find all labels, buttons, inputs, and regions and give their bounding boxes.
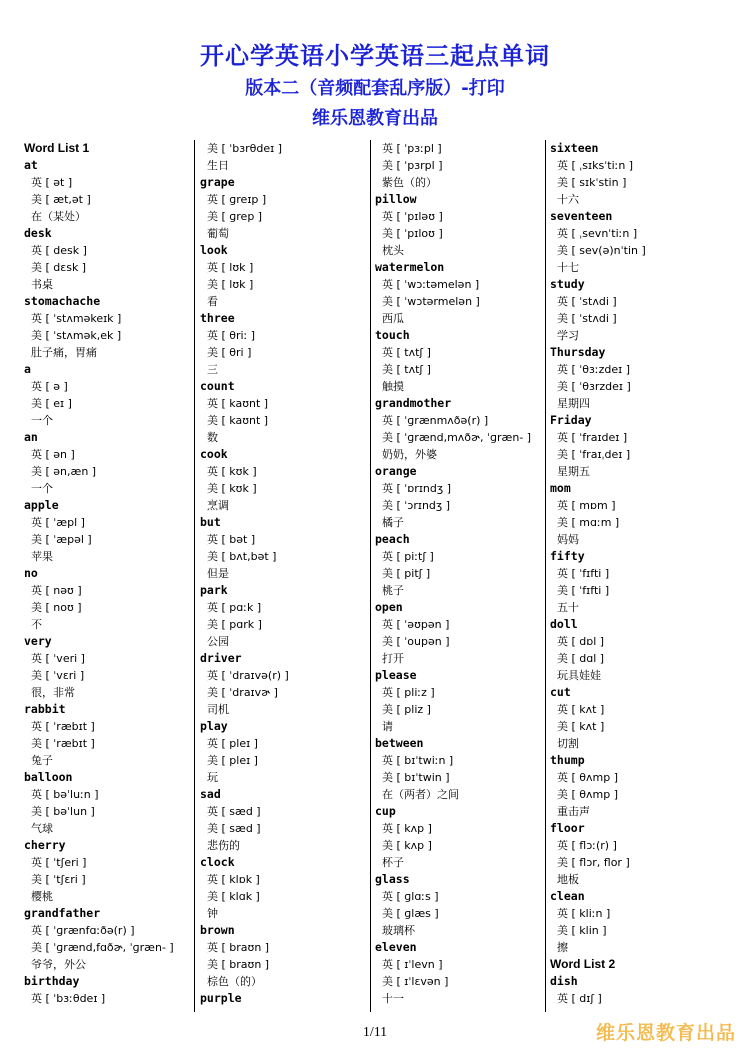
uk-phonetic: 英 [ ˈfraɪdeɪ ]	[557, 431, 628, 444]
chinese-meaning: 三	[207, 363, 218, 376]
chinese-meaning: 桃子	[382, 584, 404, 597]
vocab-word: pillow	[375, 192, 417, 206]
us-phonetic: 美 [ kʊk ]	[207, 482, 257, 495]
uk-phonetic: 英 [ ˈdraɪvə(r) ]	[207, 669, 289, 682]
us-phonetic: 美 [ θri ]	[207, 346, 252, 359]
chinese-meaning: 请	[382, 720, 393, 733]
us-phonetic: 美 [ sev(ə)nˈtin ]	[557, 244, 646, 257]
us-phonetic: 美 [ ˈpɪloʊ ]	[382, 227, 443, 240]
uk-phonetic: 英 [ bɪˈtwiːn ]	[382, 754, 454, 767]
uk-phonetic: 英 [ kʊk ]	[207, 465, 257, 478]
vocab-word: apple	[24, 498, 59, 512]
uk-phonetic: 英 [ pliːz ]	[382, 686, 435, 699]
uk-phonetic: 英 [ piːtʃ ]	[382, 550, 434, 563]
chinese-meaning: 重击声	[557, 805, 590, 818]
vocab-word: open	[375, 600, 403, 614]
vocab-word: clean	[550, 889, 585, 903]
us-phonetic: 美 [ ˈæpəl ]	[31, 533, 92, 546]
us-phonetic: 美 [ eɪ ]	[31, 397, 72, 410]
publisher-name: 维乐恩教育出品	[312, 108, 438, 129]
vocab-word: very	[24, 634, 52, 648]
us-phonetic: 美 [ sæd ]	[207, 822, 261, 835]
vocab-word: cook	[200, 447, 228, 461]
uk-phonetic: 英 [ ˈpɪləʊ ]	[382, 210, 443, 223]
us-phonetic: 美 [ noʊ ]	[31, 601, 82, 614]
uk-phonetic: 英 [ ˈɡrænfɑːðə(r) ]	[31, 924, 135, 937]
vocab-word: between	[375, 736, 424, 750]
us-phonetic: 美 [ ˈfɪfti ]	[557, 584, 610, 597]
uk-phonetic: 英 [ ˌsɪksˈtiːn ]	[557, 159, 634, 172]
uk-phonetic: 英 [ ˈθɜːzdeɪ ]	[557, 363, 630, 376]
us-phonetic: 美 [ pleɪ ]	[207, 754, 258, 767]
uk-phonetic: 英 [ ˈpɜːpl ]	[382, 142, 442, 155]
vocab-word: look	[200, 243, 228, 257]
uk-phonetic: 英 [ θriː ]	[207, 329, 256, 342]
uk-phonetic: 英 [ ə ]	[31, 380, 68, 393]
vocab-word: Thursday	[550, 345, 606, 359]
vocab-word: seventeen	[550, 209, 613, 223]
chinese-meaning: 一个	[31, 414, 53, 427]
uk-phonetic: 英 [ pleɪ ]	[207, 737, 258, 750]
us-phonetic: 美 [ pɑrk ]	[207, 618, 262, 631]
uk-phonetic: 英 [ kliːn ]	[557, 907, 611, 920]
us-phonetic: 美 [ bəˈlun ]	[31, 805, 95, 818]
uk-phonetic: 英 [ θʌmp ]	[557, 771, 619, 784]
us-phonetic: 美 [ ɡrep ]	[207, 210, 263, 223]
vocab-word: clock	[200, 855, 235, 869]
vocab-word: rabbit	[24, 702, 66, 716]
chinese-meaning: 地板	[557, 873, 579, 886]
us-phonetic: 美 [ ˈdraɪvɚ ]	[207, 686, 278, 699]
chinese-meaning: 爷爷，外公	[31, 958, 86, 971]
vocab-word: count	[200, 379, 235, 393]
vocab-word: purple	[200, 991, 242, 1005]
uk-phonetic: 英 [ dɪʃ ]	[557, 992, 602, 1005]
uk-phonetic: 英 [ ət ]	[31, 176, 73, 189]
vocab-word: brown	[200, 923, 235, 937]
vocab-word: a	[24, 362, 31, 376]
word-column-2	[200, 140, 368, 1012]
uk-phonetic: 英 [ ˈstʌməkeɪk ]	[31, 312, 122, 325]
word-list-title: Word List 2	[550, 957, 616, 971]
chinese-meaning: 紫色（的）	[382, 176, 437, 189]
us-phonetic: 美 [ sɪkˈstin ]	[557, 176, 627, 189]
vocab-word: thump	[550, 753, 585, 767]
chinese-meaning: 很，非常	[31, 686, 75, 699]
chinese-meaning: 玩	[207, 771, 218, 784]
document-title: 开心学英语小学英语三起点单词	[200, 42, 550, 70]
word-column-4	[550, 140, 725, 1012]
chinese-meaning: 棕色（的）	[207, 975, 262, 988]
word-column-3	[375, 140, 543, 1012]
us-phonetic: 美 [ ɡlæs ]	[382, 907, 439, 920]
vocab-word: peach	[375, 532, 410, 546]
us-phonetic: 美 [ dɛsk ]	[31, 261, 87, 274]
uk-phonetic: 英 [ bəˈluːn ]	[31, 788, 99, 801]
us-phonetic: 美 [ ˈɡrænd,fɑðɚ, ˈɡræn- ]	[31, 941, 174, 954]
chinese-meaning: 悲伤的	[207, 839, 240, 852]
us-phonetic: 美 [ ən,æn ]	[31, 465, 97, 478]
uk-phonetic: 英 [ ˈveri ]	[31, 652, 85, 665]
vocab-word: sixteen	[550, 141, 599, 155]
vocab-word: birthday	[24, 974, 80, 988]
vocab-word: park	[200, 583, 228, 597]
chinese-meaning: 五十	[557, 601, 579, 614]
chinese-meaning: 兔子	[31, 754, 53, 767]
chinese-meaning: 生日	[207, 159, 229, 172]
chinese-meaning: 苹果	[31, 550, 53, 563]
us-phonetic: 美 [ mɑːm ]	[557, 516, 620, 529]
chinese-meaning: 看	[207, 295, 218, 308]
vocab-word: orange	[375, 464, 417, 478]
uk-phonetic: 英 [ ˈtʃeri ]	[31, 856, 87, 869]
vocab-word: grandfather	[24, 906, 101, 920]
vocab-word: but	[200, 515, 221, 529]
uk-phonetic: 英 [ kaʊnt ]	[207, 397, 269, 410]
us-phonetic: 美 [ ˈstʌdi ]	[557, 312, 617, 325]
vocab-word: study	[550, 277, 585, 291]
uk-phonetic: 英 [ ɪˈlevn ]	[382, 958, 443, 971]
uk-phonetic: 英 [ ˈɒrɪndʒ ]	[382, 482, 451, 495]
uk-phonetic: 英 [ ˈræbɪt ]	[31, 720, 95, 733]
us-phonetic: 美 [ æt,ət ]	[31, 193, 91, 206]
vocab-word: watermelon	[375, 260, 445, 274]
uk-phonetic: 英 [ tʌtʃ ]	[382, 346, 431, 359]
vocab-word: no	[24, 566, 38, 580]
us-phonetic: 美 [ klin ]	[557, 924, 607, 937]
us-phonetic: 美 [ ˈræbɪt ]	[31, 737, 95, 750]
vocab-word: desk	[24, 226, 52, 240]
uk-phonetic: 英 [ ən ]	[31, 448, 75, 461]
uk-phonetic: 英 [ pɑːk ]	[207, 601, 262, 614]
vocab-word: an	[24, 430, 38, 444]
vocab-word: Friday	[550, 413, 592, 427]
chinese-meaning: 不	[31, 618, 42, 631]
us-phonetic: 美 [ pitʃ ]	[382, 567, 431, 580]
vocab-word: grape	[200, 175, 235, 189]
us-phonetic: 美 [ ˈpɜrpl ]	[382, 159, 443, 172]
uk-phonetic: 英 [ ˈstʌdi ]	[557, 295, 617, 308]
uk-phonetic: 英 [ desk ]	[31, 244, 87, 257]
uk-phonetic: 英 [ kʌp ]	[382, 822, 432, 835]
uk-phonetic: 英 [ sæd ]	[207, 805, 261, 818]
us-phonetic: 美 [ dɑl ]	[557, 652, 605, 665]
vocab-word: eleven	[375, 940, 417, 954]
us-phonetic: 美 [ kaʊnt ]	[207, 414, 269, 427]
uk-phonetic: 英 [ ɡreɪp ]	[207, 193, 267, 206]
chinese-meaning: 肚子痛，胃痛	[31, 346, 97, 359]
vocab-word: three	[200, 311, 235, 325]
chinese-meaning: 西瓜	[382, 312, 404, 325]
us-phonetic: 美 [ ɪˈlɛvən ]	[382, 975, 449, 988]
us-phonetic: 美 [ braʊn ]	[207, 958, 270, 971]
uk-phonetic: 英 [ ˌsevnˈtiːn ]	[557, 227, 638, 240]
us-phonetic: 美 [ ˈtʃɛri ]	[31, 873, 86, 886]
us-phonetic: 美 [ ˈvɛri ]	[31, 669, 85, 682]
chinese-meaning: 玻璃杯	[382, 924, 415, 937]
us-phonetic: 美 [ kʌt ]	[557, 720, 605, 733]
us-phonetic: 美 [ klɑk ]	[207, 890, 260, 903]
uk-phonetic: 英 [ klɒk ]	[207, 873, 260, 886]
us-phonetic: 美 [ ˈɡrænd,mʌðɚ, ˈɡræn- ]	[382, 431, 532, 444]
us-phonetic: 美 [ tʌtʃ ]	[382, 363, 431, 376]
vocab-word: stomachache	[24, 294, 101, 308]
uk-phonetic: 英 [ ˈbɜːθdeɪ ]	[31, 992, 106, 1005]
us-phonetic: 美 [ ˈstʌmək,ek ]	[31, 329, 122, 342]
chinese-meaning: 烹调	[207, 499, 229, 512]
vocab-word: driver	[200, 651, 242, 665]
word-list-title: Word List 1	[24, 141, 90, 155]
uk-phonetic: 英 [ ˈæpl ]	[31, 516, 85, 529]
vocab-word: dish	[550, 974, 578, 988]
vocab-word: cut	[550, 685, 571, 699]
chinese-meaning: 玩具娃娃	[557, 669, 601, 682]
document-header	[0, 40, 750, 132]
uk-phonetic: 英 [ lʊk ]	[207, 261, 254, 274]
uk-phonetic: 英 [ ˈwɔːtəmelən ]	[382, 278, 480, 291]
vocab-word: touch	[375, 328, 410, 342]
chinese-meaning: 数	[207, 431, 218, 444]
chinese-meaning: 书桌	[31, 278, 53, 291]
word-column-1	[24, 140, 192, 1012]
vocab-word: doll	[550, 617, 578, 631]
page-number: 1/11	[362, 1025, 388, 1040]
chinese-meaning: 妈妈	[557, 533, 579, 546]
us-phonetic: 美 [ ˈbɜrθdeɪ ]	[207, 142, 283, 155]
chinese-meaning: 十六	[557, 193, 579, 206]
chinese-meaning: 气球	[31, 822, 53, 835]
chinese-meaning: 公园	[207, 635, 229, 648]
vocab-word: balloon	[24, 770, 73, 784]
vocab-word: at	[24, 158, 38, 172]
uk-phonetic: 英 [ braʊn ]	[207, 941, 270, 954]
uk-phonetic: 英 [ flɔː(r) ]	[557, 839, 617, 852]
uk-phonetic: 英 [ ɡlɑːs ]	[382, 890, 439, 903]
us-phonetic: 美 [ ˈfraɪˌdeɪ ]	[557, 448, 631, 461]
uk-phonetic: 英 [ kʌt ]	[557, 703, 605, 716]
word-list-columns	[0, 140, 750, 1012]
chinese-meaning: 触摸	[382, 380, 404, 393]
uk-phonetic: 英 [ bət ]	[207, 533, 256, 546]
uk-phonetic: 英 [ nəʊ ]	[31, 584, 82, 597]
us-phonetic: 美 [ lʊk ]	[207, 278, 254, 291]
chinese-meaning: 奶奶，外婆	[382, 448, 437, 461]
us-phonetic: 美 [ kʌp ]	[382, 839, 432, 852]
vocab-word: please	[375, 668, 417, 682]
chinese-meaning: 在（某处）	[31, 210, 86, 223]
us-phonetic: 美 [ ˈθɜrzdeɪ ]	[557, 380, 631, 393]
us-phonetic: 美 [ pliz ]	[382, 703, 431, 716]
us-phonetic: 美 [ bʌt,bət ]	[207, 550, 277, 563]
document-subtitle: 版本二（音频配套乱序版）-打印	[245, 78, 505, 99]
chinese-meaning: 钟	[207, 907, 218, 920]
vocab-word: cup	[375, 804, 396, 818]
chinese-meaning: 橘子	[382, 516, 404, 529]
uk-phonetic: 英 [ ˈfɪfti ]	[557, 567, 610, 580]
chinese-meaning: 司机	[207, 703, 229, 716]
uk-phonetic: 英 [ ˈəʊpən ]	[382, 618, 450, 631]
chinese-meaning: 十七	[557, 261, 579, 274]
chinese-meaning: 擦	[557, 941, 568, 954]
chinese-meaning: 星期四	[557, 397, 590, 410]
vocab-word: play	[200, 719, 228, 733]
chinese-meaning: 学习	[557, 329, 579, 342]
watermark-logo: 维乐恩教育出品	[595, 1022, 736, 1044]
us-phonetic: 美 [ ˈoupən ]	[382, 635, 450, 648]
chinese-meaning: 星期五	[557, 465, 590, 478]
vocab-word: grandmother	[375, 396, 452, 410]
chinese-meaning: 一个	[31, 482, 53, 495]
uk-phonetic: 英 [ ˈɡrænmʌðə(r) ]	[382, 414, 489, 427]
us-phonetic: 美 [ bɪˈtwin ]	[382, 771, 450, 784]
vocab-word: sad	[200, 787, 221, 801]
vocab-word: fifty	[550, 549, 585, 563]
us-phonetic: 美 [ θʌmp ]	[557, 788, 619, 801]
vocab-word: floor	[550, 821, 585, 835]
chinese-meaning: 杯子	[382, 856, 404, 869]
us-phonetic: 美 [ ˈwɔtərmelən ]	[382, 295, 480, 308]
chinese-meaning: 打开	[382, 652, 404, 665]
us-phonetic: 美 [ flɔr, flor ]	[557, 856, 630, 869]
chinese-meaning: 葡萄	[207, 227, 229, 240]
chinese-meaning: 十一	[382, 992, 404, 1005]
vocab-word: cherry	[24, 838, 66, 852]
us-phonetic: 美 [ ˈɔrɪndʒ ]	[382, 499, 451, 512]
uk-phonetic: 英 [ mɒm ]	[557, 499, 616, 512]
chinese-meaning: 切割	[557, 737, 579, 750]
uk-phonetic: 英 [ dɒl ]	[557, 635, 605, 648]
chinese-meaning: 在（两者）之间	[382, 788, 459, 801]
vocab-word: glass	[375, 872, 410, 886]
chinese-meaning: 枕头	[382, 244, 404, 257]
chinese-meaning: 樱桃	[31, 890, 53, 903]
vocab-word: mom	[550, 481, 571, 495]
chinese-meaning: 但是	[207, 567, 229, 580]
